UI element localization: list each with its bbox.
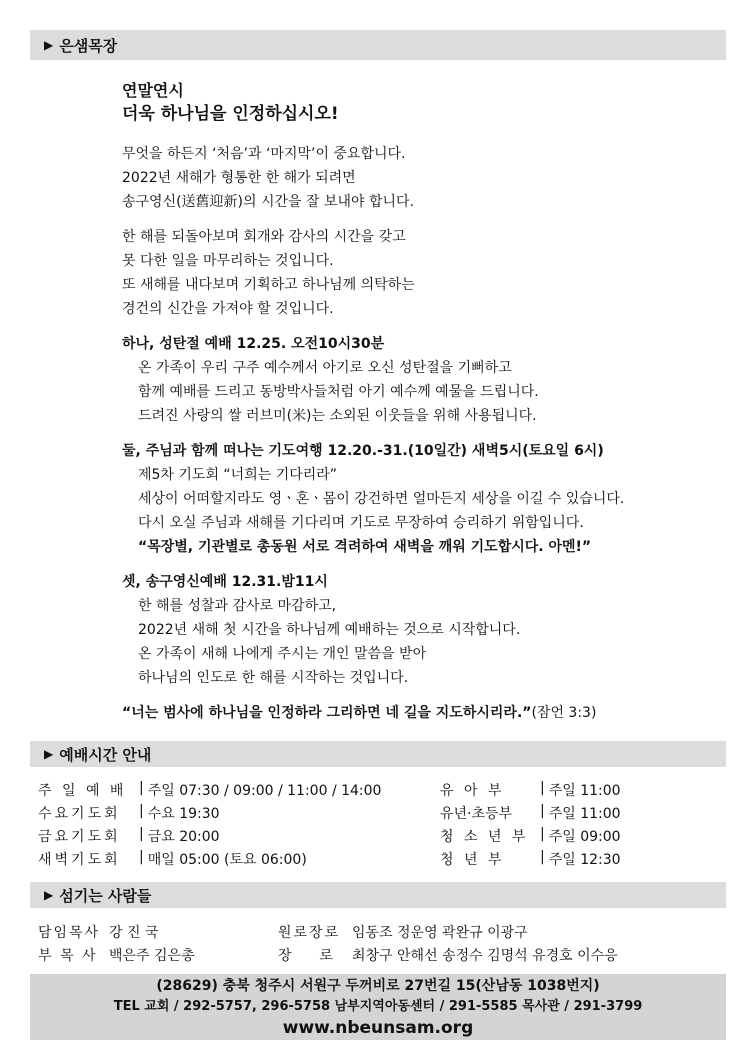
article-headline: 더욱 하나님을 인정하십시오! [122, 104, 339, 124]
section-title: 은샘목장 [59, 36, 118, 55]
staff-role: 원로장로 [278, 924, 341, 941]
section-newyear-title: 셋, 송구영신예배 12.31.밤11시 [122, 574, 328, 590]
staff-row [38, 920, 728, 943]
schedule-row [38, 801, 728, 824]
church-website-link[interactable]: www.nbeunsam.org [282, 1018, 474, 1038]
staff-role: 담임목사 [38, 924, 101, 941]
text-line: 무엇을 하든지 ‘처음’과 ‘마지막’이 중요합니다. [122, 146, 406, 162]
schedule-label: 유년·초등부 [440, 805, 513, 822]
section-christmas [122, 332, 722, 428]
text-line: 못 다한 일을 마무리하는 것입니다. [122, 253, 334, 269]
section-prayer-title: 둘, 주님과 함께 떠나는 기도여행 12.20.-31.(10일간) 새벽5시(토요일 6시) [122, 443, 604, 459]
article [122, 80, 722, 725]
text-line: 또 새해를 내다보며 기획하고 하나님께 의탁하는 [122, 277, 415, 293]
text-line: 온 가족이 우리 구주 예수께서 아기로 오신 성탄절을 기뻐하고 [138, 360, 512, 376]
triangle-right-icon: ▶ [44, 747, 54, 761]
schedule-time: 매일 05:00 (토요 06:00) [147, 851, 307, 868]
text-line: 2022년 새해가 형통한 한 해가 되려면 [122, 170, 356, 186]
schedule-time: 주일 07:30 / 09:00 / 11:00 / 14:00 [147, 782, 382, 799]
staff-role: 장 로 [278, 947, 335, 964]
quote-text: “너는 범사에 하나님을 인정하라 그리하면 네 길을 지도하시리라.” [122, 705, 532, 721]
separator: | [540, 848, 545, 865]
staff-names: 강 진 국 [109, 924, 159, 941]
schedule-label: 금요기도회 [38, 828, 121, 845]
scripture-quote [122, 701, 722, 725]
staff-names: 임동조 정운영 곽완규 이광구 [352, 924, 528, 941]
schedule-label: 주 일 예 배 [38, 782, 127, 799]
separator: | [139, 802, 144, 819]
church-address: (28629) 충북 청주시 서원구 두꺼비로 27번길 15(산남동 1038번지) [156, 978, 600, 994]
separator: | [540, 779, 545, 796]
intro-paragraph-2 [122, 225, 722, 321]
separator: | [139, 825, 144, 842]
section-header-schedule [30, 741, 726, 767]
schedule-time: 주일 12:30 [548, 851, 621, 868]
triangle-right-icon: ▶ [44, 38, 54, 52]
schedule-label: 청 년 부 [440, 851, 505, 868]
schedule-label: 수요기도회 [38, 805, 121, 822]
worship-schedule [38, 778, 728, 870]
exhortation-line: “목장별, 기관별로 총동원 서로 격려하여 새벽을 깨워 기도합시다. 아멘!” [138, 539, 592, 555]
staff-role: 부 목 사 [38, 947, 98, 964]
text-line: 경건의 신간을 가져야 할 것입니다. [122, 301, 334, 317]
schedule-time: 주일 11:00 [548, 782, 621, 799]
separator: | [540, 802, 545, 819]
schedule-time: 주일 09:00 [548, 828, 621, 845]
schedule-row [38, 847, 728, 870]
schedule-label: 유 아 부 [440, 782, 505, 799]
text-line: 한 해를 되돌아보며 회개와 감사의 시간을 갖고 [122, 229, 406, 245]
section-title: 예배시간 안내 [59, 745, 152, 764]
text-line: 온 가족이 새해 나에게 주시는 개인 말씀을 받아 [138, 646, 427, 662]
staff-names: 최창구 안해선 송정수 김명석 유경호 이수응 [352, 947, 618, 964]
staff-names: 백은주 김은총 [109, 947, 195, 964]
text-line: 송구영신(送舊迎新)의 시간을 잘 보내야 합니다. [122, 194, 415, 210]
staff-row [38, 943, 728, 966]
separator: | [139, 848, 144, 865]
section-header-eunsam [30, 30, 726, 60]
schedule-time: 금요 20:00 [147, 828, 220, 845]
section-title: 섬기는 사람들 [59, 886, 152, 905]
article-kicker: 연말연시 [122, 81, 184, 100]
text-line: 하나님의 인도로 한 해를 시작하는 것입니다. [138, 670, 409, 686]
staff-list [38, 920, 728, 966]
schedule-row [38, 824, 728, 847]
text-line: 한 해를 성찰과 감사로 마감하고, [138, 598, 337, 614]
text-line: 드려진 사랑의 쌀 러브미(米)는 소외된 이웃들을 위해 사용됩니다. [138, 408, 537, 424]
text-line: 제5차 기도회 “너희는 기다리라” [138, 467, 338, 483]
schedule-row [38, 778, 728, 801]
schedule-label: 새벽기도회 [38, 851, 121, 868]
schedule-time: 수요 19:30 [147, 805, 220, 822]
triangle-right-icon: ▶ [44, 888, 54, 902]
text-line: 2022년 새해 첫 시간을 하나님께 예배하는 것으로 시작합니다. [138, 622, 521, 638]
separator: | [139, 779, 144, 796]
text-line: 함께 예배를 드리고 동방박사들처럼 아기 예수께 예물을 드립니다. [138, 384, 539, 400]
section-header-people [30, 882, 726, 908]
church-contact-footer [30, 974, 726, 1040]
schedule-time: 주일 11:00 [548, 805, 621, 822]
text-line: 세상이 어떠할지라도 영ㆍ혼ㆍ몸이 강건하면 얼마든지 세상을 이길 수 있습니다. [138, 491, 625, 507]
text-line: 다시 오실 주님과 새해를 기다리며 기도로 무장하여 승리하기 위함입니다. [138, 515, 584, 531]
quote-reference: (잠언 3:3) [531, 705, 597, 721]
schedule-label: 청 소 년 부 [440, 828, 529, 845]
section-prayer-journey [122, 439, 722, 559]
church-phone-numbers: TEL 교회 / 292-5757, 296-5758 남부지역아동센터 / 291-5585 목사관 / 291-3799 [113, 999, 643, 1014]
separator: | [540, 825, 545, 842]
intro-paragraph-1 [122, 142, 722, 214]
section-new-year-service [122, 570, 722, 690]
section-christmas-title: 하나, 성탄절 예배 12.25. 오전10시30분 [122, 336, 385, 352]
